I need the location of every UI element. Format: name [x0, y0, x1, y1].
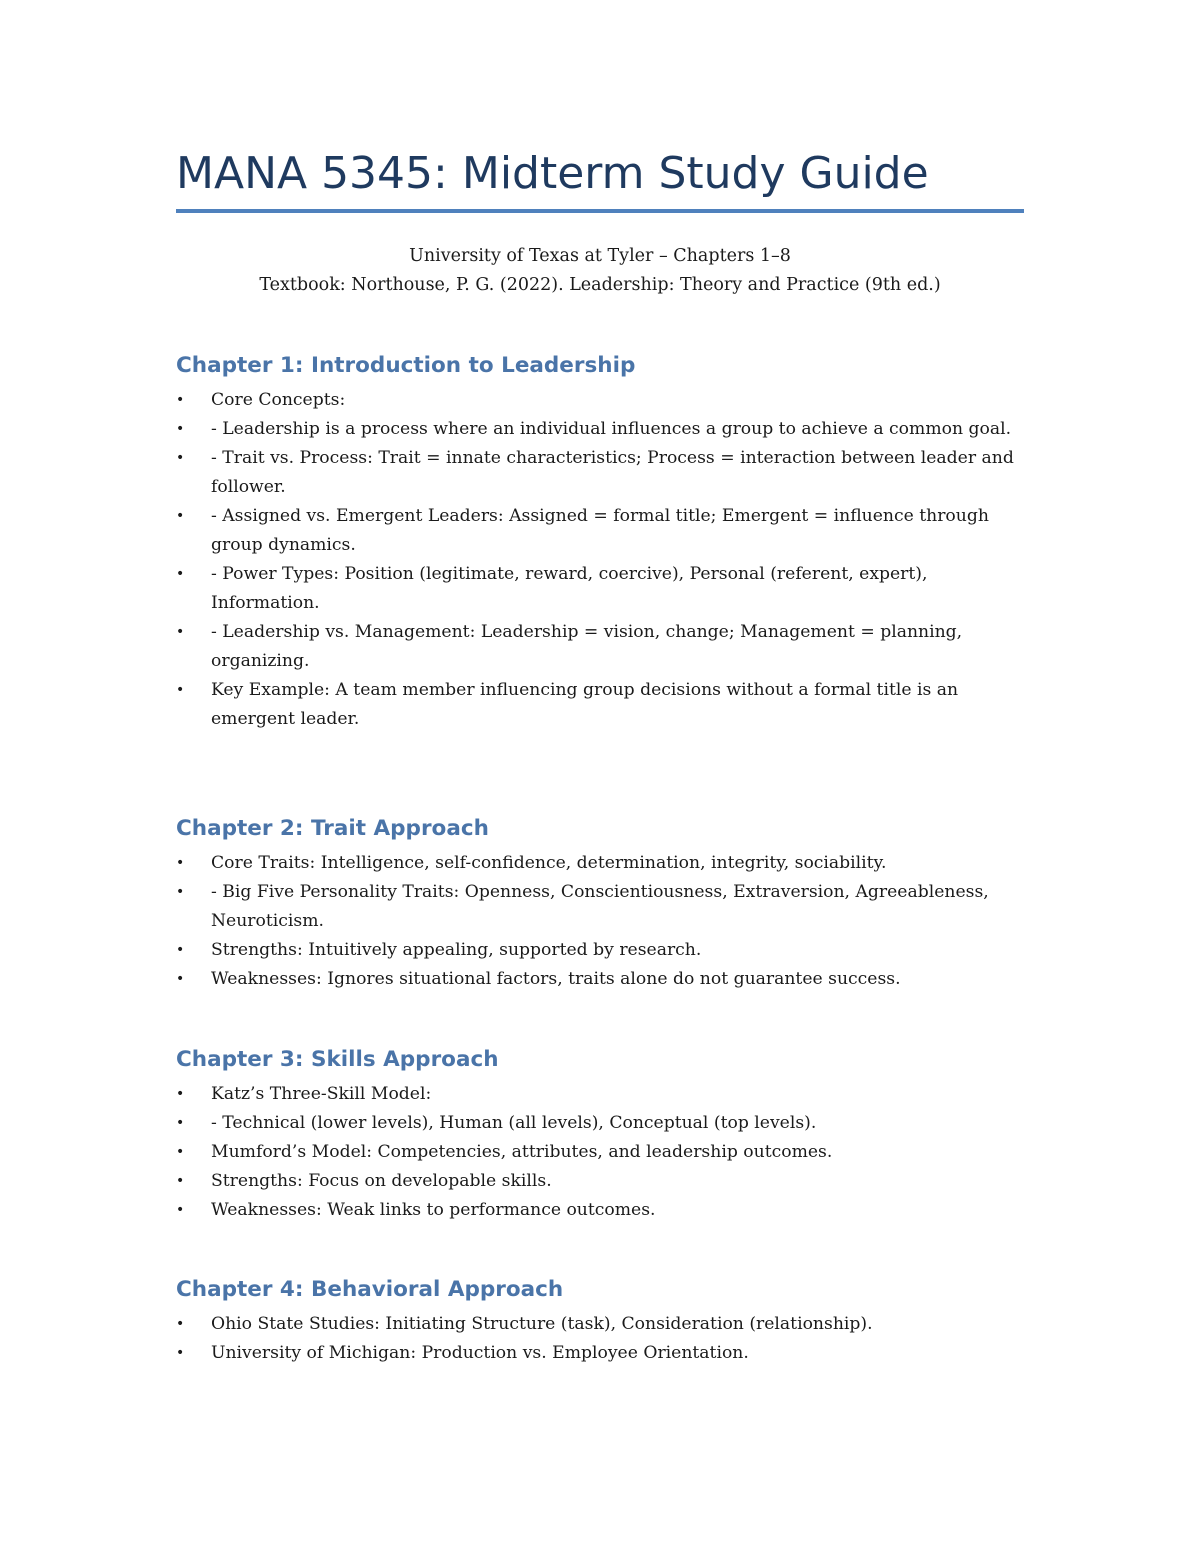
- list-item: [176, 502, 1024, 560]
- bullet-icon: •: [176, 1173, 185, 1189]
- title-underline: [176, 209, 1024, 213]
- list-item: [176, 386, 1024, 415]
- list-item: [176, 878, 1024, 936]
- list-item: [176, 444, 1024, 502]
- list-item-text: - Technical (lower levels), Human (all levels), Conceptual (top levels).: [211, 1113, 817, 1133]
- list-item: [176, 965, 1024, 994]
- list-item-text: Key Example: A team member influencing group decisions without a formal title is an emergent leader.: [211, 680, 959, 729]
- bullet-list: [176, 1080, 1024, 1225]
- list-item: [176, 1167, 1024, 1196]
- list-item: [176, 1080, 1024, 1109]
- bullet-icon: •: [176, 1345, 185, 1361]
- list-item-text: Core Concepts:: [211, 390, 346, 410]
- bullet-list: [176, 849, 1024, 994]
- chapter-heading: Chapter 1: Introduction to Leadership: [176, 353, 636, 378]
- list-item: [176, 1339, 1024, 1368]
- bullet-icon: •: [176, 942, 185, 958]
- list-item: [176, 618, 1024, 676]
- list-item-text: - Big Five Personality Traits: Openness, Conscientiousness, Extraversion, Agreeableness, Neuroticism.: [211, 882, 989, 931]
- list-item-text: - Power Types: Position (legitimate, reward, coercive), Personal (referent, expert), Information.: [211, 564, 928, 613]
- chapter-4-section: [176, 1275, 1024, 1368]
- list-item: [176, 1109, 1024, 1138]
- bullet-icon: •: [176, 1144, 185, 1160]
- list-item: [176, 1196, 1024, 1225]
- bullet-icon: •: [176, 450, 185, 466]
- list-item: [176, 936, 1024, 965]
- bullet-list: [176, 386, 1024, 734]
- list-item: [176, 1138, 1024, 1167]
- list-item-text: Katz’s Three-Skill Model:: [211, 1084, 432, 1104]
- bullet-icon: •: [176, 508, 185, 524]
- subtitle-textbook: Textbook: Northouse, P. G. (2022). Leadership: Theory and Practice (9th ed.): [259, 275, 941, 295]
- list-item: [176, 560, 1024, 618]
- bullet-icon: •: [176, 566, 185, 582]
- list-item-text: Ohio State Studies: Initiating Structure (task), Consideration (relationship).: [211, 1314, 873, 1334]
- bullet-icon: •: [176, 421, 185, 437]
- list-item-text: - Leadership is a process where an individual influences a group to achieve a common goal.: [211, 419, 1012, 439]
- bullet-icon: •: [176, 392, 185, 408]
- list-item-text: University of Michigan: Production vs. Employee Orientation.: [211, 1343, 749, 1363]
- list-item-text: - Assigned vs. Emergent Leaders: Assigned = formal title; Emergent = influence through group dynamics.: [211, 506, 989, 555]
- subtitle-institution: University of Texas at Tyler – Chapters 1–8: [409, 246, 791, 266]
- list-item-text: Weaknesses: Weak links to performance outcomes.: [211, 1200, 656, 1220]
- bullet-list: [176, 1310, 1024, 1368]
- bullet-icon: •: [176, 1086, 185, 1102]
- list-item-text: Strengths: Intuitively appealing, supported by research.: [211, 940, 702, 960]
- list-item-text: - Leadership vs. Management: Leadership = vision, change; Management = planning, organizing.: [211, 622, 963, 671]
- bullet-icon: •: [176, 1202, 185, 1218]
- bullet-icon: •: [176, 1115, 185, 1131]
- bullet-icon: •: [176, 855, 185, 871]
- list-item-text: Strengths: Focus on developable skills.: [211, 1171, 552, 1191]
- bullet-icon: •: [176, 624, 185, 640]
- list-item: [176, 849, 1024, 878]
- chapter-3-section: [176, 1045, 1024, 1225]
- list-item: [176, 415, 1024, 444]
- chapter-heading: Chapter 4: Behavioral Approach: [176, 1277, 564, 1302]
- chapter-2-section: [176, 814, 1024, 994]
- list-item: [176, 676, 1024, 734]
- bullet-icon: •: [176, 1316, 185, 1332]
- list-item-text: - Trait vs. Process: Trait = innate characteristics; Process = interaction between leader and follower.: [211, 448, 1014, 497]
- chapter-1-section: [176, 351, 1024, 734]
- chapter-heading: Chapter 2: Trait Approach: [176, 816, 489, 841]
- bullet-icon: •: [176, 884, 185, 900]
- list-item-text: Core Traits: Intelligence, self-confidence, determination, integrity, sociability.: [211, 853, 887, 873]
- chapter-heading: Chapter 3: Skills Approach: [176, 1047, 499, 1072]
- bullet-icon: •: [176, 971, 185, 987]
- list-item: [176, 1310, 1024, 1339]
- list-item-text: Weaknesses: Ignores situational factors, traits alone do not guarantee success.: [211, 969, 901, 989]
- bullet-icon: •: [176, 682, 185, 698]
- document-title: MANA 5345: Midterm Study Guide: [176, 148, 929, 199]
- list-item-text: Mumford’s Model: Competencies, attributes, and leadership outcomes.: [211, 1142, 833, 1162]
